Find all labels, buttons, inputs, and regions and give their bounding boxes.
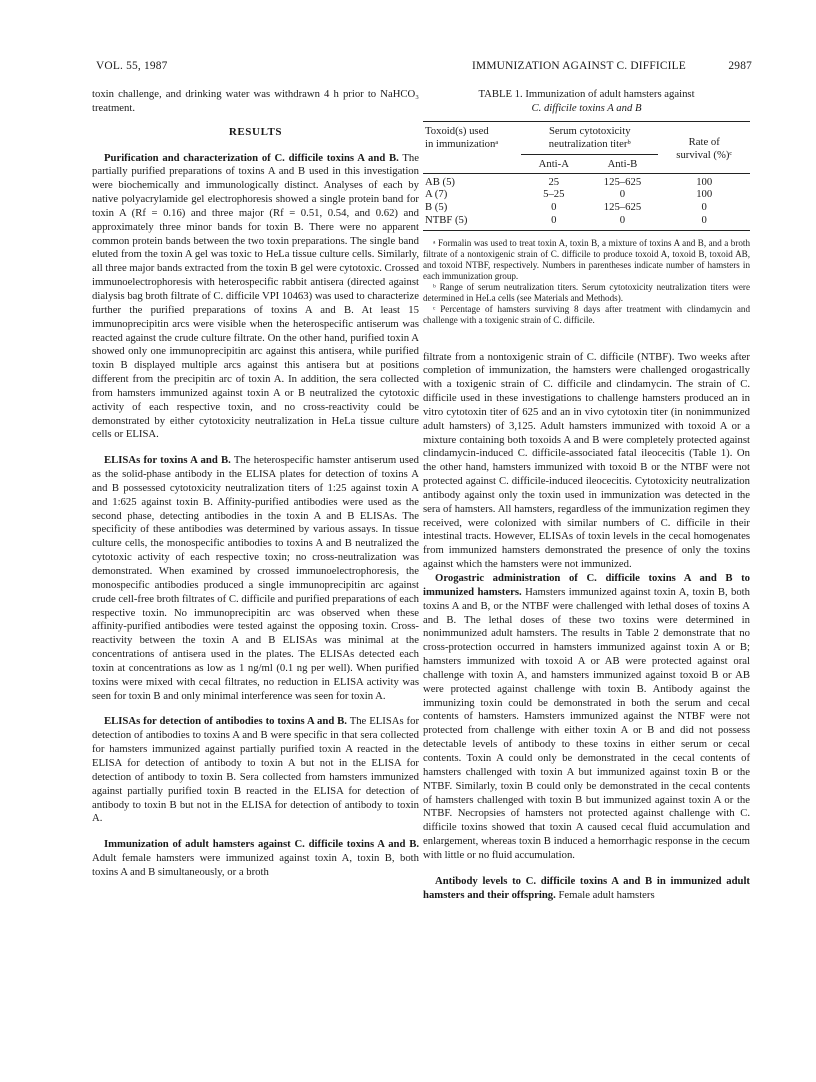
paragraph-body: Adult female hamsters were immunized against toxin A, toxin B, both toxins A and B simultaneously, or a broth xyxy=(92,852,419,878)
column-header-titer: Serum cytotoxicity neutralization titerᵇ xyxy=(521,122,658,155)
paragraph-heading: ELISAs for detection of antibodies to toxins A and B. xyxy=(104,715,347,728)
cell-survival: 0 xyxy=(701,201,707,214)
footnote-c: ᶜ Percentage of hamsters surviving 8 days after treatment with clindamycin and challenge with a toxigenic strain of C. difficile. xyxy=(423,304,750,326)
data-table xyxy=(423,121,750,231)
paragraph-immunization xyxy=(92,838,419,880)
paragraph-antibody-levels xyxy=(423,875,750,903)
paragraph-heading: Immunization of adult hamsters against C. difficile toxins A and B. xyxy=(104,838,419,851)
cell-anti-b: 0 xyxy=(586,214,658,230)
paragraph-continuation: filtrate from a nontoxigenic strain of C. difficile (NTBF). Two weeks after completion of immunization, the hamsters were challenged orogastrically with a toxigenic strain of C. difficile and clindamycin. The strain of C. difficile used in these investigations to challenge hamsters produced an in vitro cytotoxin titer of 625 and an in vivo cytotoxin titer (in nonimmunized adult hamsters) of 3,125. Adult hamsters immunized with toxoid A or a mixture containing both toxoids A and B were completely protected against clindamycin-induced C. difficile-associated fatal ileocecitis (Table 1). On the other hand, hamsters immunized with toxoid B or the NTBF were not protected against C. difficile-induced ileocecitis. Cytotoxicity neutralization antibody against only the toxin used in immunization was detected in the sera of hamsters. All hamsters, regardless of the immunization regimen they received, were colonized with similar numbers of C. difficile in their intestinal tracts. However, ELISAs of toxin levels in the cecal homogenates from immunized hamsters demonstrated the presence of only the toxins against which the hamsters were not immunized. xyxy=(423,350,750,571)
cell-anti-a: 5–25 xyxy=(543,188,565,201)
cell-survival: 0 xyxy=(658,214,750,230)
paragraph-orogastric xyxy=(423,572,750,863)
table-caption xyxy=(423,88,750,115)
section-title: RESULTS xyxy=(228,125,283,138)
paragraph-body: The heterospecific hamster antiserum used as the solid-phase antibody in the ELISA plates for detection of toxins A and B possessed cytotoxicity neutralization titers of 1:25 against toxin A and 1:625 against toxin B. Affinity-purified antibodies were used as the second phase, detecting antibodies in the toxin A and B ELISAs. The specificity of these antibodies was determined by various assays. In tissue culture cells, the monospecific antibodies to toxins A and B neutralized the cytotoxic activity of each respective toxin; no cross-neutralization was demonstrated. When examined by crossed immunoelectrophoresis, the monospecific antibodies produced a single immunoprecipitin arc against crude cell-free broth filtrates of C. difficile and purified preparations of each respective toxin. No immunoprecipitin arc was observed when these affinity-purified antibodies were tested against the opposing toxin. Cross-reactivity between the toxin A and B ELISAs was minimal at the concentrations of antisera used in the plates. The ELISAs detected each toxin at concentrations as low as 1 ng/ml (0.1 ng per well). When purified toxins were mixed with cecal filtrates, no reduction in ELISA activity was seen for toxin B and only minimal interference was seen for toxin A. xyxy=(92,454,419,702)
left-column xyxy=(92,88,419,880)
footnote-b: ᵇ Range of serum neutralization titers. Serum cytotoxicity neutralization titers were determined in HeLa cells (see Materials and Methods). xyxy=(423,282,750,304)
cell-survival: 100 xyxy=(696,188,713,201)
table-footnotes xyxy=(423,238,750,327)
table-caption-line1: TABLE 1. Immunization of adult hamsters against xyxy=(478,88,695,100)
table-row xyxy=(423,214,750,230)
table-row xyxy=(423,173,750,188)
column-header-toxoid: Toxoid(s) used in immunizationᵃ xyxy=(423,122,521,173)
paragraph-elisas-toxins xyxy=(92,454,419,703)
intro-paragraph: toxin challenge, and drinking water was withdrawn 4 h prior to NaHCO₃ treatment. xyxy=(92,88,419,114)
paragraph-heading: Antibody levels to C. difficile toxins A and B in immunized adult hamsters and their offspring. xyxy=(423,874,750,901)
journal-volume: VOL. 55, 1987 xyxy=(96,60,168,72)
column-header-anti-b: Anti-B xyxy=(586,154,658,173)
cell-anti-b: 125–625 xyxy=(603,201,642,214)
paragraph-body: The ELISAs for detection of antibodies to toxins A and B were specific in that sera collected for hamsters immunized against partially purified toxin A reacted in the ELISA for detection of antibody to toxin A but not in the ELISA for detection of antibody to toxin B. Sera collected from hamsters immunized against partially purified toxin B reacted in the ELISA for detection of antibody to toxin B but not in the ELISA for detection of antibody to toxin A. xyxy=(92,715,420,825)
cell-survival: 100 xyxy=(696,175,713,188)
cell-toxoid: AB (5) xyxy=(425,175,455,188)
cell-anti-a: 0 xyxy=(551,201,557,214)
cell-anti-a: 0 xyxy=(521,214,586,230)
paragraph-body: Hamsters immunized against toxin A, toxin B, both toxins A and B, or the NTBF were challenged with lethal doses of toxins A and B. The lethal doses of these two toxins were determined in nonimmunized adult hamsters. The results in Table 2 demonstrate that no cross-protection occurred in hamsters immunized against toxin A or B; hamsters immunized with toxoid A or AB were protected against oral challenge with toxin A, and hamsters immunized against toxoid B or AB were protected against challenge with toxin B. Antibody against the immunizing toxin could be demonstrated in both the serum and cecal contents of hamsters. Hamsters immunized against the NTBF were not protected from challenge with either toxin A or B and did not possess detectable levels of antibody to these toxins in either serum or cecal contents. Toxin A could only be demonstrated in the cecal contents of hamsters challenged with toxin A but immunized against toxin B or the NTBF. Similarly, toxin B could only be demonstrated in the cecal contents of hamsters challenged with toxin B but immunized against toxin A or the NTBF. Necropsies of hamsters not protected against challenge with C. difficile toxins showed that toxin A caused cecal fluid accumulation and enlargement, whereas toxin B induced a hemorrhagic response in the cecum with little or no fluid accumulation. xyxy=(423,585,750,861)
paragraph-heading: Purification and characterization of C. difficile toxins A and B. xyxy=(104,151,399,164)
running-head xyxy=(96,60,752,76)
running-title: IMMUNIZATION AGAINST C. DIFFICILE xyxy=(472,60,686,72)
page-number: 2987 xyxy=(728,60,752,72)
paragraph-heading: ELISAs for toxins A and B. xyxy=(104,454,231,467)
column-header-anti-a: Anti-A xyxy=(521,154,586,173)
paragraph-body: Female adult hamsters xyxy=(558,888,655,901)
cell-toxoid: B (5) xyxy=(425,201,448,214)
footnote-a: ᵃ Formalin was used to treat toxin A, toxin B, a mixture of toxins A and B, and a broth filtrate of a nontoxigenic strain of C. difficile to produce toxoid A, toxoid B, toxoid AB, and toxoid NTBF, respectively. Numbers in parentheses indicate number of hamsters in each immunization group. xyxy=(423,237,750,282)
paragraph-purification xyxy=(92,152,419,443)
table-caption-line2: C. difficile toxins A and B xyxy=(531,101,642,114)
cell-anti-b: 0 xyxy=(619,188,626,201)
column-header-survival: Rate of survival (%)ᶜ xyxy=(658,122,750,173)
table-row xyxy=(423,188,750,201)
paragraph-body: The partially purified preparations of toxins A and B used in this investigation were biochemically and immunologically distinct. Analyses of each by native polyacrylamide gel electrophoresis showed a single protein band for toxin A (Rf = 0.16) and three major (Rf = 0.51, 0.54, and 0.62) and approximately three minor bands for toxin B. There were no apparent common protein bands between the two toxin preparations. The single band eluted from the toxin A gel was toxic to HeLa tissue culture cells. Similarly, all three major bands extracted from the toxin B gel were cytotoxic. Crossed immunoelectrophoresis with heterospecific rabbit antisera (directed against dialysis bag broth filtrate of C. difficile VPI 10463) was used to characterize further the purified preparations of toxins A and B. At least 15 immunoprecipitin arcs were visible when the heterospecific antiserum was reacted against the crude culture filtrate. On the other hand, purified toxin A showed only one immunoprecipitin arc against this antisera, while purified toxin B displayed multiple arcs against this antisera but at positions different from the precipitin arc of toxin A. In addition, the sera collected from hamsters immunized against toxin A or B neutralized the cytotoxic activity of each respective toxin, and no cross-reactivity could be demonstrated by either cytotoxicity neutralization in HeLa tissue culture cells or ELISA. xyxy=(92,151,419,441)
cell-toxoid: A (7) xyxy=(425,188,448,201)
cell-anti-b: 125–625 xyxy=(603,175,642,188)
table-row xyxy=(423,201,750,214)
paragraph-elisas-antibodies xyxy=(92,715,419,826)
paragraph-heading: Orogastric administration of C. difficile toxins A and B to immunized hamsters. xyxy=(423,572,750,598)
table-1 xyxy=(423,88,750,327)
cell-toxoid: NTBF (5) xyxy=(423,214,521,230)
right-column xyxy=(423,88,750,902)
cell-anti-a: 25 xyxy=(548,175,560,188)
